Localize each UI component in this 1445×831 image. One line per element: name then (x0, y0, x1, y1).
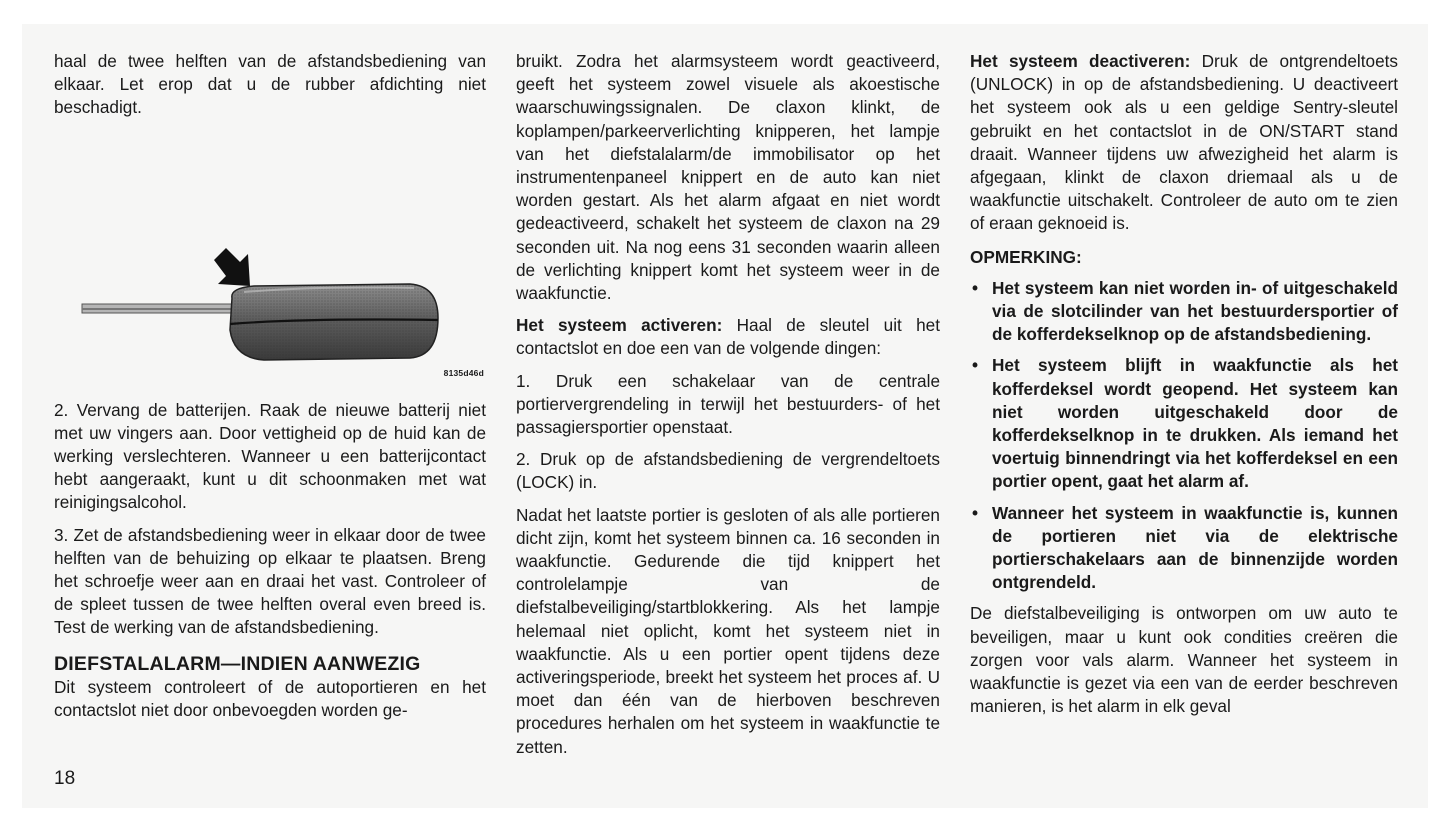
alarm-description: bruikt. Zodra het alarmsysteem wordt geactiveerd, geeft het systeem zowel visuele als akoestische waarschuwingssignalen. De claxon klinkt, de koplampen/parkeerverlichting knipperen, het lampje van het diefstalalarm/de immobilisator op het instrumentenpaneel knippert en de auto kan niet worden gestart. Als het alarm afgaat en niet wordt gedeactiveerd, schakelt het systeem de claxon na 29 seconden uit. Na nog eens 31 seconden waarin alleen de verlichting knippert komt het systeem weer in de waakfunctie. (516, 51, 940, 304)
key-fob-illustration (54, 120, 486, 390)
section-intro: Dit systeem controleert of de autoportieren en het contactslot niet door onbevoegden worden ge- (54, 676, 486, 720)
step-3-paragraph: 3. Zet de afstandsbediening weer in elkaar door de twee helften van de behuizing op elkaar te plaatsen. Breng het schroefje weer aan en draai het vast. Controleer of de spleet tussen de twee helften overal even breed is. Test de werking van de afstandsbediening. (54, 524, 486, 638)
key-blade (82, 304, 232, 313)
column-right (970, 50, 1398, 718)
page-number: 18 (54, 768, 76, 789)
step-2-paragraph: 2. Vervang de batterijen. Raak de nieuwe batterij niet met uw vingers aan. Door vettigheid op de huid kan de werking verslechteren. Wanneer u een batterijcontact hebt aangeraakt, kunt u dit schoonmaken met wat reinigingsalcohol. (54, 399, 486, 513)
deactivate-label: Het systeem deactiveren: (970, 51, 1191, 71)
bullet-icon: • (972, 277, 979, 298)
false-alarm-paragraph: De diefstalbeveiliging is ontworpen om uw auto te beveiligen, maar u kunt ook condities creëren die zorgen voor vals alarm. Wanneer het systeem in waakfunctie is gezet via een van de eerder beschreven manieren, is het alarm in elk geval (970, 603, 1398, 717)
figure-code: 8135d46d (443, 368, 484, 378)
activate-paragraph (516, 314, 940, 360)
activate-text: Haal de sleutel uit het contactslot en doe een van de volgende dingen: (516, 315, 941, 359)
note-item: • Het systeem blijft in waakfunctie als het kofferdeksel wordt geopend. Het systeem kan niet worden uitgeschakeld door de kofferdekselknop in te drukken. Als iemand het voertuig binnendringt via het kofferdeksel en een portier opent, gaat het alarm af. (972, 355, 1398, 492)
note-heading: OPMERKING: (970, 246, 1082, 267)
note-item: • Het systeem kan niet worden in- of uitgeschakeld via de slotcilinder van het bestuurdersportier of de kofferdekselknop op de afstandsbediening. (972, 277, 1398, 345)
bullet-icon: • (972, 502, 979, 523)
deactivate-paragraph (970, 50, 1398, 236)
intro-paragraph: haal de twee helften van de afstandsbediening van elkaar. Let erop dat u de rubber afdichting niet beschadigt. (54, 51, 486, 118)
arrow-indicator-icon (214, 248, 250, 286)
activate-option-1: 1. Druk een schakelaar van de centrale portiervergrendeling in terwijl het bestuurders- of het passagiersportier openstaat. (516, 370, 940, 438)
remote-housing (230, 284, 438, 360)
activation-period-paragraph: Nadat het laatste portier is gesloten of als alle portieren dicht zijn, komt het systeem binnen ca. 16 seconden in waakfunctie. Gedurende die tijd knippert het controlelampje van de diefstalbeveiliging/startblokkering. Als het lampje helemaal niet oplicht, komt het systeem niet in waakfunctie. Als u een portier opent tijdens deze activeringsperiode, breekt het systeem het proces af. U moet dan één van de hierboven beschreven procedures herhalen om het systeem in waakfunctie te zetten. (516, 504, 940, 757)
note-item: • Wanneer het systeem in waakfunctie is, kunnen de portieren niet via de elektrische portierschakelaars aan de binnenzijde worden ontgrendeld. (972, 502, 1398, 593)
deactivate-text: Druk de ontgrendeltoets (UNLOCK) in op de afstandsbediening. U deactiveert het systeem ook als u een geldige Sentry-sleutel gebruikt en het contactslot in de ON/START stand draait. Wanneer tijdens uw afwezigheid het alarm is afgegaan, klinkt de claxon driemaal als u de waakfunctie uitschakelt. Controleer de auto om te zien of eraan geknoeid is. (970, 51, 1398, 234)
activate-option-2: 2. Druk op de afstandsbediening de vergrendeltoets (LOCK) in. (516, 449, 940, 493)
bullet-icon: • (972, 355, 979, 376)
activate-label: Het systeem activeren: (516, 315, 723, 336)
note-list (970, 277, 1398, 595)
key-fob-figure (54, 120, 486, 390)
column-middle (516, 50, 940, 759)
column-left (54, 50, 486, 722)
section-heading: DIEFSTALALARM—INDIEN AANWEZIG (54, 652, 421, 675)
